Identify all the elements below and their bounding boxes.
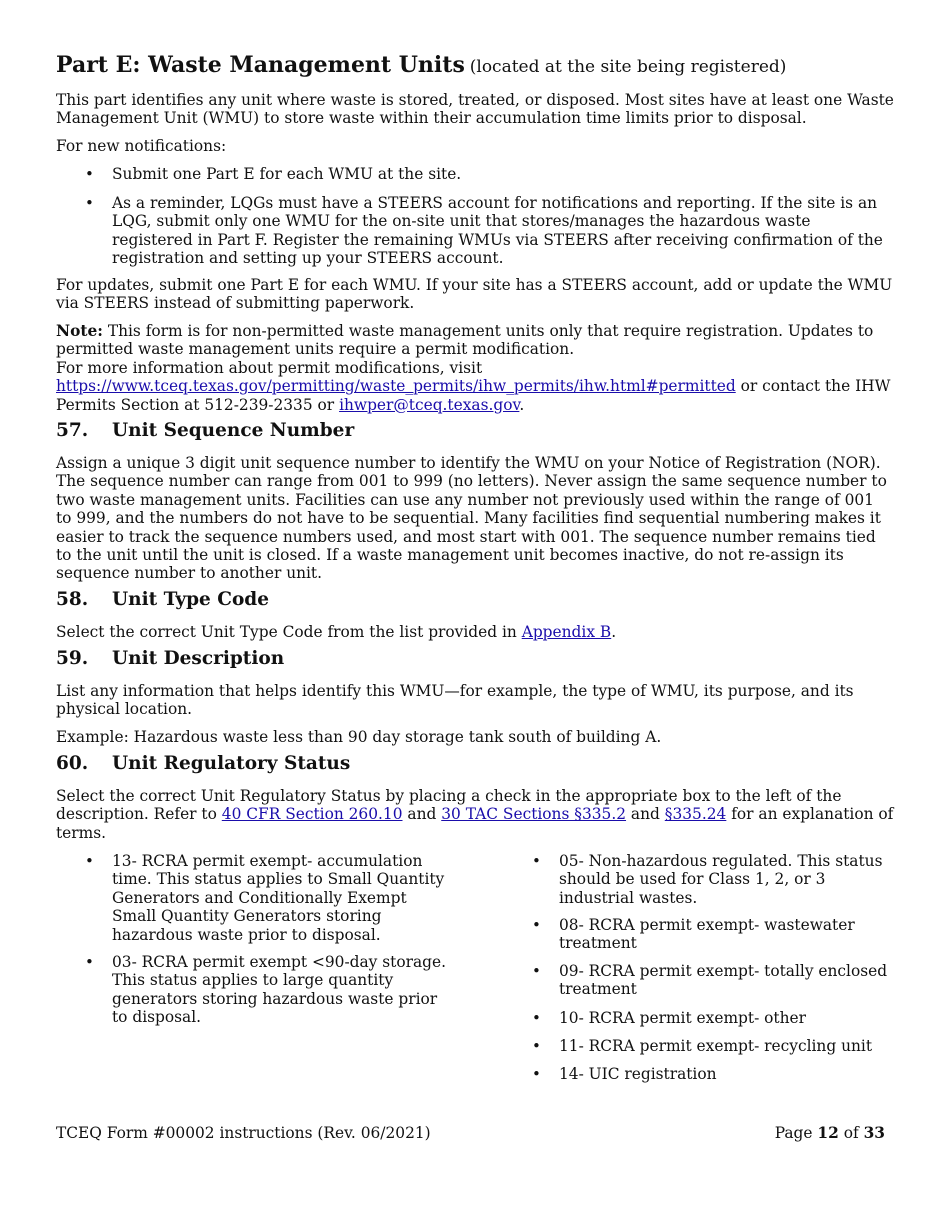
section-heading-59 xyxy=(56,650,284,668)
section-title: Unit Regulatory Status xyxy=(112,753,351,774)
more-info-contact: or contact the IHW Permits Section at 512-239-2335 or xyxy=(56,377,891,414)
section-heading-58 xyxy=(56,591,269,609)
more-info-paragraph: For more information about permit modifications, visit https://www.tceq.texas.gov/permitting/waste_permits/ihw_permits/ihw.html#permitted or contact the IHW Permits Section at 512-239-2335 or ihwper@tceq.texas.gov. xyxy=(56,358,891,414)
status-11-text: 11- RCRA permit exempt- recycling unit xyxy=(559,1037,872,1055)
list-item xyxy=(532,916,889,953)
cfr-link[interactable]: 40 CFR Section 260.10 xyxy=(221,805,403,824)
section-heading-60 xyxy=(56,755,350,773)
page-title-main: Part E: Waste Management Units xyxy=(56,52,465,78)
list-item xyxy=(85,165,894,183)
status-05-text: 05- Non-hazardous regulated. This status should be used for Class 1, 2, or 3 industrial wastes. xyxy=(559,852,883,907)
note-label: Note: xyxy=(56,322,103,340)
section-58-body: Select the correct Unit Type Code from the list provided in Appendix B. xyxy=(56,623,617,641)
note-paragraph xyxy=(56,322,894,359)
intro-paragraph: This part identifies any unit where waste is stored, treated, or disposed. Most sites have at least one Waste Management Unit (WMU) to store waste within their accumulation time limits prior to disposal. xyxy=(56,91,894,128)
page-title xyxy=(56,52,787,78)
bullet-icon: • xyxy=(532,1009,541,1027)
tac-335-24-link[interactable]: §335.24 xyxy=(664,805,727,824)
bullet-icon: • xyxy=(85,194,94,212)
section-59-example: Example: Hazardous waste less than 90 day storage tank south of building A. xyxy=(56,728,662,746)
status-09-text: 09- RCRA permit exempt- totally enclosed treatment xyxy=(559,962,888,999)
list-item xyxy=(532,852,889,907)
note-text: This form is for non-permitted waste management units only that require registration. Updates to permitted waste management units require a permit modification. xyxy=(56,322,874,359)
section-title: Unit Description xyxy=(112,648,285,669)
bullet-icon: • xyxy=(85,953,94,971)
list-item-text: As a reminder, LQGs must have a STEERS account for notifications and reporting. If the site is an LQG, submit only one WMU for the on-site unit that stores/manages the hazardous waste registered in Part F. Register the remaining WMUs via STEERS after receiving confirmation of the registration and setting up your STEERS account. xyxy=(112,194,883,268)
status-10-text: 10- RCRA permit exempt- other xyxy=(559,1009,806,1027)
bullet-icon: • xyxy=(532,962,541,980)
list-item-text: Submit one Part E for each WMU at the site. xyxy=(112,165,462,183)
current-page: 12 xyxy=(817,1124,839,1142)
status-03-text: 03- RCRA permit exempt <90-day storage. This status applies to large quantity generators storing hazardous waste prior to disposal. xyxy=(112,953,446,1027)
section-number: 59. xyxy=(56,648,89,669)
section-title: Unit Sequence Number xyxy=(112,420,355,441)
footer-form-id: TCEQ Form #00002 instructions (Rev. 06/2021) xyxy=(56,1124,431,1142)
list-item xyxy=(85,194,894,268)
tac-335-2-link[interactable]: 30 TAC Sections §335.2 xyxy=(441,805,627,824)
list-item xyxy=(532,1037,889,1055)
section-number: 60. xyxy=(56,753,89,774)
status-13-text: 13- RCRA permit exempt- accumulation time. This status applies to Small Quantity Generators and Conditionally Exempt Small Quantity Generators storing hazardous waste prior to disposal. xyxy=(112,852,445,944)
section-heading-57 xyxy=(56,422,354,440)
email-link[interactable]: ihwper@tceq.texas.gov xyxy=(339,395,520,414)
section-number: 58. xyxy=(56,589,89,610)
list-item xyxy=(85,953,452,1027)
page-title-sub: (located at the site being registered) xyxy=(469,57,787,77)
list-item xyxy=(532,1065,889,1083)
bullet-icon: • xyxy=(85,165,94,183)
bullet-icon: • xyxy=(532,916,541,934)
section-number: 57. xyxy=(56,420,89,441)
section-57-body: Assign a unique 3 digit unit sequence number to identify the WMU on your Notice of Registration (NOR). The sequence number can range from 001 to 999 (no letters). Never assign the same sequence number to two waste management units. Facilities can use any number not previously used within the range of 001 to 999, and the numbers do not have to be sequential. Many facilities find sequential numbering makes it easier to track the sequence numbers used, and most start with 001. The sequence number remains tied to the unit until the unit is closed. If a waste management unit becomes inactive, do not re-assign its sequence number to another unit. xyxy=(56,454,887,583)
page-number: Page 12 of 33 xyxy=(774,1124,885,1142)
section-59-body: List any information that helps identify this WMU—for example, the type of WMU, its purpose, and its physical location. xyxy=(56,682,854,719)
bullet-icon: • xyxy=(532,1037,541,1055)
note-block xyxy=(56,322,894,414)
more-info-text: For more information about permit modifications, visit xyxy=(56,358,483,377)
bullet-icon: • xyxy=(85,852,94,870)
status-14-text: 14- UIC registration xyxy=(559,1065,717,1083)
updates-paragraph: For updates, submit one Part E for each WMU. If your site has a STEERS account, add or update the WMU via STEERS instead of submitting paperwork. xyxy=(56,276,893,313)
permits-link[interactable]: https://www.tceq.texas.gov/permitting/waste_permits/ihw_permits/ihw.html#permitted xyxy=(56,377,736,396)
new-notifications-label: For new notifications: xyxy=(56,137,227,155)
list-item xyxy=(532,962,889,999)
bullet-icon: • xyxy=(532,1065,541,1083)
section-60-body: Select the correct Unit Regulatory Status by placing a check in the appropriate box to the left of the description. Refer to 40 CFR Section 260.10 and 30 TAC Sections §335.2 and §335.24 for an explanation of terms. xyxy=(56,787,894,842)
appendix-b-link[interactable]: Appendix B xyxy=(521,623,612,641)
status-08-text: 08- RCRA permit exempt- wastewater treatment xyxy=(559,916,855,953)
section-title: Unit Type Code xyxy=(112,589,269,610)
total-pages: 33 xyxy=(863,1124,885,1142)
list-item xyxy=(532,1009,889,1027)
list-item xyxy=(85,852,452,944)
bullet-icon: • xyxy=(532,852,541,870)
